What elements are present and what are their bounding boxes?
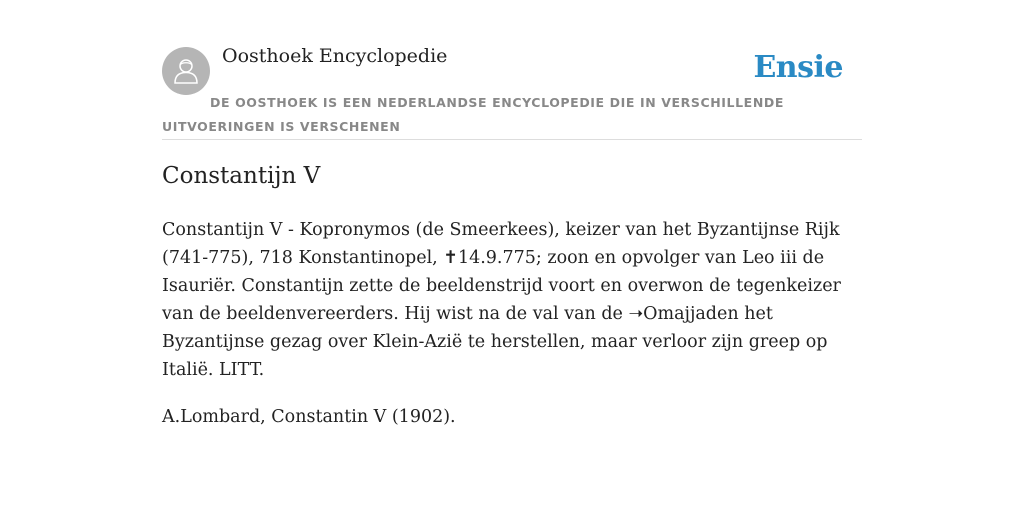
article-reference: A.Lombard, Constantin V (1902). <box>162 407 456 427</box>
header <box>162 0 862 140</box>
brand-logo[interactable]: Ensie <box>753 50 843 85</box>
site-tagline: DE OOSTHOEK IS EEN NEDERLANDSE ENCYCLOPEDIE DIE IN VERSCHILLENDE UITVOERINGEN IS VERSCHENEN <box>162 95 784 134</box>
user-avatar-icon <box>171 56 201 86</box>
article-paragraph: Constantijn V - Kopronymos (de Smeerkees), keizer van het Byzantijnse Rijk (741-775), 718 Konstantinopel, ✝14.9.775; zoon en opvolger van Leo iii de Isauriër. Constantijn zette de beeldenstrijd voort en overwon de tegenkeizer van de beeldenvereerders. Hij wist na de val van de ➝Omajjaden het Byzantijnse gezag over Klein-Azië te herstellen, maar verloor zijn greep op Italië. LITT. <box>162 220 841 380</box>
avatar[interactable] <box>162 47 210 95</box>
site-name[interactable]: Oosthoek Encyclopedie <box>222 45 448 67</box>
page-title: Constantijn V <box>162 163 321 189</box>
page-container <box>162 0 862 427</box>
article-body <box>162 216 862 450</box>
